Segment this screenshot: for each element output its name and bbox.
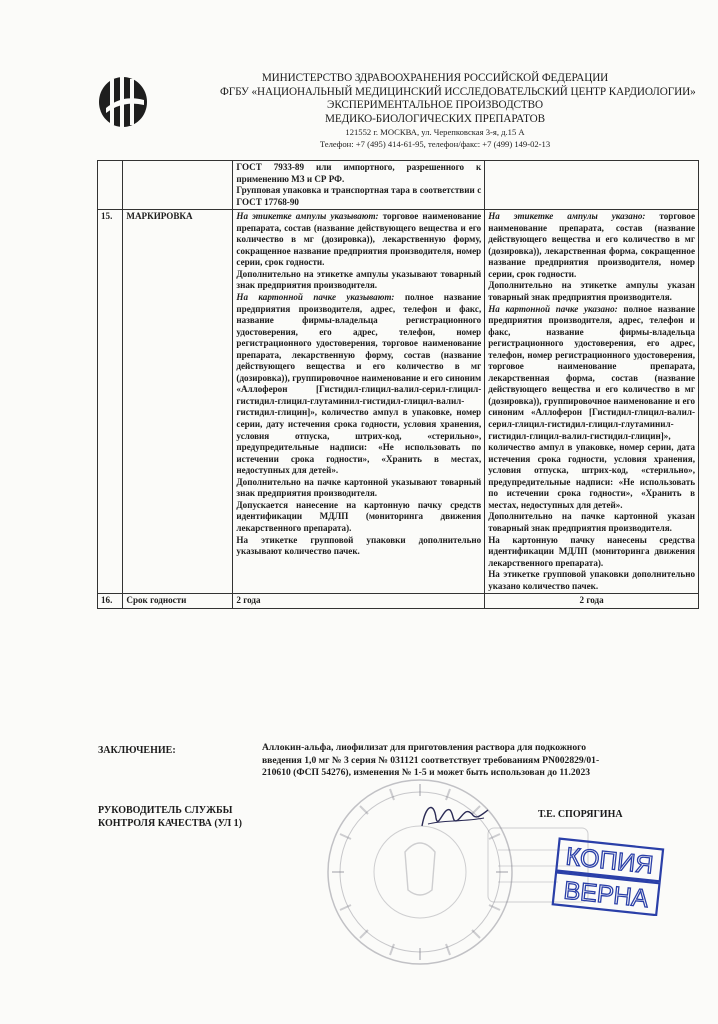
spec-paragraph <box>236 292 481 477</box>
result-paragraph: На картонную пачку нанесены средства идентификации МДЛП (мониторинга движения лекарственного препарата). <box>488 534 695 568</box>
table-cell <box>123 161 233 210</box>
header-ministry: МИНИСТЕРСТВО ЗДРАВООХРАНЕНИЯ РОССИЙСКОЙ ФЕДЕРАЦИИ <box>261 72 609 84</box>
stamp-line-1: КОПИЯ <box>564 842 655 880</box>
result-paragraph: Дополнительно на этикетке ампулы указан товарный знак предприятия производителя. <box>488 280 695 303</box>
spec-paragraph: Допускается нанесение на картонную пачку средств идентификации МДЛП (мониторинга движения лекарственного препарата). <box>236 499 482 533</box>
spec-text: полное название предприятия производителя, адрес, телефон и факс, название фирмы-владельца регистрационного удостоверения, его адрес, телефон, номер регистрационного удостоверения, торговое наименование препарата, лекарственную форму, состав (название действующего вещества и его количество в мг (дозировка)), группировочное наименование и его синоним «Аллоферон [Гистидил-глицил-валил-серил-глицил-гистидил-глицил-глутаминил-гистидил-глицил-валил-гистидил-глицин]», количество ампул в упаковке, номер серии, дату истечения срока годности, условия хранения, условия отпуска, штрих-код, «стерильно», предупредительные надписи: «Не использовать по истечении срока годности», «Хранить в местах, недоступных для детей». <box>236 292 482 476</box>
table-cell <box>98 161 123 210</box>
row-name: Срок годности <box>123 594 233 609</box>
spec-heading: На картонной пачке указывают: <box>236 292 395 303</box>
spec-paragraph: Дополнительно на пачке картонной указывают товарный знак предприятия производителя. <box>236 476 482 499</box>
table-row-shelf-life <box>98 594 699 609</box>
head-label-line: КОНТРОЛЯ КАЧЕСТВА (УЛ 1) <box>98 818 242 829</box>
head-label-line: РУКОВОДИТЕЛЬ СЛУЖБЫ <box>98 805 233 816</box>
spec-text: Групповая упаковка и транспортная тара в соответствии с ГОСТ 17768-90 <box>236 185 482 207</box>
result-heading: На картонной пачке указано: <box>488 303 618 314</box>
handwritten-signature-icon <box>418 796 490 836</box>
head-of-quality-label <box>98 804 242 830</box>
header-center: ФГБУ «НАЦИОНАЛЬНЫЙ МЕДИЦИНСКИЙ ИССЛЕДОВАТЕЛЬСКИЙ ЦЕНТР КАРДИОЛОГИИ» <box>220 85 696 98</box>
result-heading: На этикетке ампулы указано: <box>488 211 646 222</box>
stamp-line-2: ВЕРНА <box>562 876 650 914</box>
header-address: 121552 г. МОСКВА, ул. Черепковская 3-я, д.15 А <box>345 127 525 137</box>
spec-paragraph: На этикетке групповой упаковки дополнительно указывают количество пачек. <box>236 534 482 557</box>
table-cell-result <box>485 210 699 594</box>
spec-text: ГОСТ 7933-89 или импортного, разрешенного к применению МЗ и СР РФ. <box>236 162 482 184</box>
table-cell-spec <box>233 210 485 594</box>
result-paragraph <box>488 211 695 280</box>
spec-heading: На этикетке ампулы указывают: <box>236 211 379 222</box>
table-row-continuation <box>98 161 699 210</box>
specification-table <box>97 160 699 609</box>
result-text: торговое наименование препарата, состав (название действующего вещества и его количество в мг (дозировка)), лекарственная форма, сокращенное название предприятия производителя, номер серии, срок годности. <box>488 211 695 279</box>
table-row-marking <box>98 210 699 594</box>
spec-text: торговое наименование препарата, состав (название действующего вещества и его количество в мг (дозировка)), лекарственную форму, сокращенное название предприятия производителя, номер серии, срок годности. <box>236 211 482 268</box>
spec-paragraph <box>236 211 481 269</box>
header-phone: Телефон: +7 (495) 414-61-95, телефон/факс: +7 (499) 149-02-13 <box>319 139 551 149</box>
result-text: полное название предприятия производителя, адрес, телефон и факс, название фирмы-владельца регистрационного удостоверения, его адрес, телефон, номер регистрационного удостоверения, торговое наименование препарата, лекарственная форма, состав (название действующего вещества и его количество в мг (дозировка)), группировочное наименование и его синоним «Аллоферон [Гистидил-глицил-валил-серил-глицил-гистидил-глицил-глутаминил-гистидил-глицил-валил-гистидил-глицин]», количество ампул в упаковке, номер серии, дата истечения срока годности, условия хранения, условия отпуска, штрих-код, «стерильно», предупредительные надписи: «Не использовать по истечении срока годности», «Хранить в местах, недоступных для детей». <box>488 303 695 510</box>
row-number: 15. <box>98 210 123 594</box>
result-paragraph: На этикетке групповой упаковки дополнительно указано количество пачек. <box>488 569 695 591</box>
result-paragraph: Дополнительно на пачке картонной указан товарный знак предприятия производителя. <box>488 511 695 533</box>
organization-logo-icon <box>96 74 150 130</box>
copy-verified-stamp-icon <box>550 836 668 916</box>
header-preparations: МЕДИКО-БИОЛОГИЧЕСКИХ ПРЕПАРАТОВ <box>324 112 545 125</box>
header-production: ЭКСПЕРИМЕНТАЛЬНОЕ ПРОИЗВОДСТВО <box>327 99 543 111</box>
head-of-quality-name: Т.Е. СПОРЯГИНА <box>538 809 623 820</box>
spec-paragraph: Дополнительно на этикетке ампулы указывают товарный знак предприятия производителя. <box>236 268 482 291</box>
row-number: 16. <box>98 594 123 609</box>
table-cell-spec: 2 года <box>233 594 485 609</box>
table-cell-result: 2 года <box>485 594 699 609</box>
table-cell <box>485 161 699 210</box>
row-name: МАРКИРОВКА <box>123 210 233 594</box>
table-cell-spec <box>233 161 485 210</box>
result-paragraph <box>488 304 695 512</box>
conclusion-label: ЗАКЛЮЧЕНИЕ: <box>98 745 176 756</box>
conclusion-text: Аллокин-альфа, лиофилизат для приготовления раствора для подкожного введения 1,0 мг № 3 серия № 031121 соответствует требованиям PN002829/01-210610 (ФСП 54276), изменения № 1-5 и может быть использован до 11.2023 <box>262 742 600 778</box>
